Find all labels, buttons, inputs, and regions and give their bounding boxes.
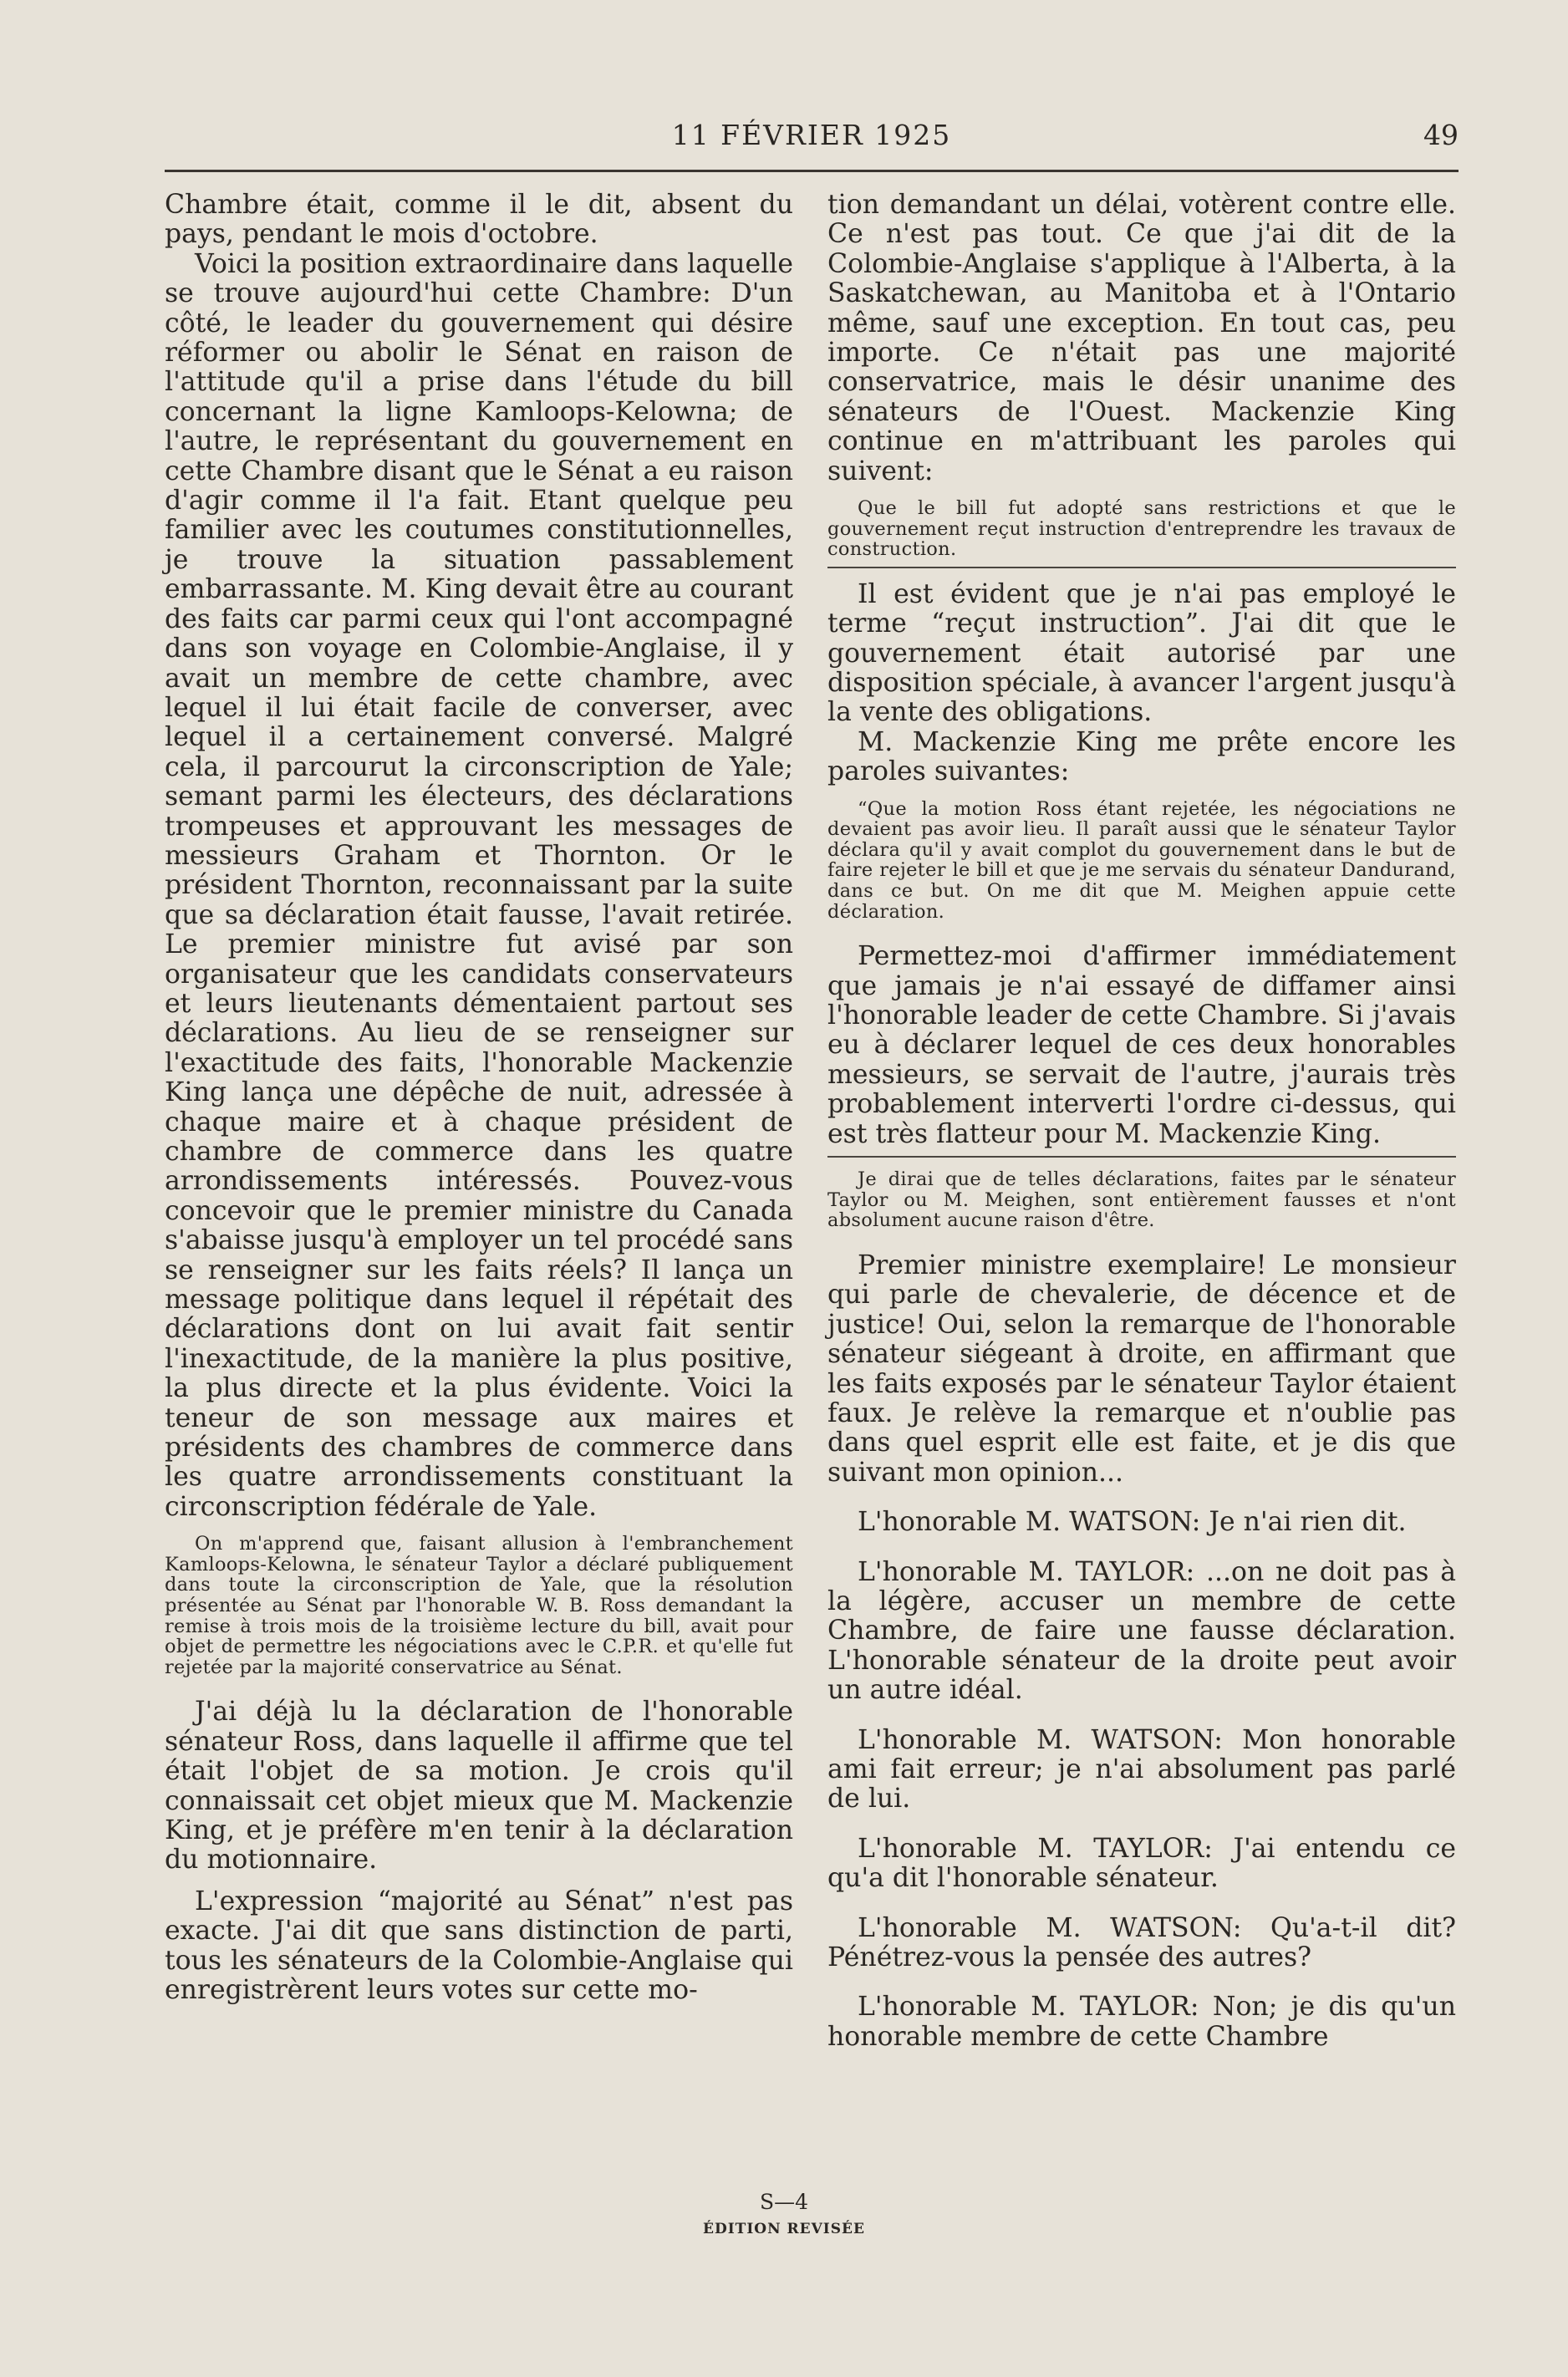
- divider: [827, 1156, 1456, 1158]
- paragraph: M. Mackenzie King me prête encore les paroles suivantes:: [827, 726, 1456, 787]
- header-date: 11 FÉVRIER 1925: [671, 119, 952, 151]
- page-header: [165, 119, 1459, 160]
- speaker-paragraph: L'honorable M. WATSON: Je n'ai rien dit.: [858, 1507, 1407, 1538]
- divider: [827, 567, 1456, 568]
- page-number: 49: [1423, 119, 1459, 151]
- speaker-paragraph: L'honorable M. TAYLOR: J'ai entendu ce qu'a dit l'honorable sénateur.: [827, 1833, 1456, 1894]
- left-column: [165, 191, 793, 2006]
- quoted-message: “Que la motion Ross étant rejetée, les négociations ne devaient pas avoir lieu. Il paraît aussi que le sénateur Taylor déclara qu'il y avait complot du gouvernement dans le but de faire rejeter le bill et que je me servais du sénateur Dandurand, dans ce but. On me dit que M. Meighen appuie cette déclaration.: [827, 797, 1456, 923]
- paragraph: Chambre était, comme il le dit, absent du pays, pendant le mois d'octobre.: [165, 190, 793, 250]
- paragraph: Voici la position extraordinaire dans laquelle se trouve aujourd'hui cette Chambre: D'un côté, le leader du gouvernement qui désire réformer ou abolir le Sénat en raison de l'attitude qu'il a prise dans l'étude du bill concernant la ligne Kamloops-Kelowna; de l'autre, le représentant du gouvernement en cette Chambre disant que le Sénat a eu raison d'agir comme il l'a fait. Etant quelque peu familier avec les coutumes constitutionnelles, je trouve la situation passablement embarrassante. M. King devait être au courant des faits car parmi ceux qui l'ont accompagné dans son voyage en Colombie-Anglaise, il y avait un membre de cette chambre, avec lequel il lui était facile de converser, avec lequel il a certainement conversé. Malgré cela, il parcourut la circonscription de Yale; semant parmi les électeurs, des déclarations trompeuses et approuvant les messages de messieurs Graham et Thornton. Or le président Thornton, reconnaissant par la suite que sa déclaration était fausse, l'avait retirée. Le premier ministre fut avisé par son organisateur que les candidats conservateurs et leurs lieutenants démentaient partout ses déclarations. Au lieu de se renseigner sur l'exactitude des faits, l'honorable Mackenzie King lança une dépêche de nuit, adressée à chaque maire et à chaque président de chambre de commerce dans les quatre arrondissements intéressés. Pouvez-vous concevoir que le premier ministre du Canada s'abaisse jusqu'à employer un tel procédé sans se renseigner sur les faits réels? Il lança un message politique dans lequel il répétait des déclarations dont on lui avait fait sentir l'inexactitude, de la manière la plus positive, la plus directe et la plus évidente. Voici la teneur de son message aux maires et présidents des chambres de commerce dans les quatre arrondissements constituant la circonscription fédérale de Yale.: [165, 248, 793, 1522]
- page-footer: [0, 2190, 1568, 2237]
- speaker-paragraph: L'honorable M. TAYLOR: Non; je dis qu'un honorable membre de cette Chambre: [827, 1992, 1456, 2052]
- speaker-paragraph: L'honorable M. WATSON: Qu'a-t-il dit? Pénétrez-vous la pensée des autres?: [827, 1912, 1456, 1972]
- edition-label: ÉDITION REVISÉE: [703, 2221, 865, 2237]
- signature-mark: S—4: [759, 2190, 809, 2214]
- paragraph: L'expression “majorité au Sénat” n'est pas exacte. J'ai dit que sans distinction de parti, tous les sénateurs de la Colombie-Anglaise qui enregistrèrent leurs votes sur cette mo-: [165, 1886, 793, 2006]
- speaker-paragraph: L'honorable M. TAYLOR: ...on ne doit pas à la légère, accuser un membre de cette Chambre, de faire une fausse déclaration. L'honorable sénateur de la droite peut avoir un autre idéal.: [827, 1556, 1456, 1706]
- paragraph: tion demandant un délai, votèrent contre elle. Ce n'est pas tout. Ce que j'ai dit de la Colombie-Anglaise s'applique à l'Alberta, à la Saskatchewan, au Manitoba et à l'Ontario même, sauf une exception. En tout cas, peu importe. Ce n'était pas une majorité conservatrice, mais le désir unanime des sénateurs de l'Ouest. Mackenzie King continue en m'attribuant les paroles qui suivent:: [827, 190, 1456, 486]
- paragraph: Premier ministre exemplaire! Le monsieur qui parle de chevalerie, de décence et de justice! Oui, selon la remarque de l'honorable sénateur siégeant à droite, en affirmant que les faits exposés par le sénateur Taylor étaient faux. Je relève la remarque et n'oublie pas dans quel esprit elle est faite, et je dis que suivant mon opinion...: [827, 1250, 1456, 1488]
- quoted-message: Que le bill fut adopté sans restrictions et que le gouvernement reçut instruction d'entreprendre les travaux de construction.: [827, 497, 1456, 561]
- header-rule: [165, 170, 1459, 172]
- quoted-message: Je dirai que de telles déclarations, faites par le sénateur Taylor ou M. Meighen, sont entièrement fausses et n'ont absolument aucune raison d'être.: [827, 1168, 1456, 1232]
- speaker-paragraph: L'honorable M. WATSON: Mon honorable ami fait erreur; je n'ai absolument pas parlé de lui.: [827, 1724, 1456, 1815]
- paragraph: J'ai déjà lu la déclaration de l'honorable sénateur Ross, dans laquelle il affirme que tel était l'objet de sa motion. Je crois qu'il connaissait cet objet mieux que M. Mackenzie King, et je préfère m'en tenir à la déclaration du motionnaire.: [165, 1697, 793, 1876]
- quoted-message: On m'apprend que, faisant allusion à l'embranchement Kamloops-Kelowna, le sénateur Taylor a déclaré publiquement dans toute la circonscription de Yale, que la résolution présentée au Sénat par l'honorable W. B. Ross demandant la remise à trois mois de la troisième lecture du bill, avait pour objet de permettre les négociations avec le C.P.R. et qu'elle fut rejetée par la majorité conservatrice au Sénat.: [165, 1533, 793, 1678]
- paragraph: Permettez-moi d'affirmer immédiatement que jamais je n'ai essayé de diffamer ainsi l'honorable leader de cette Chambre. Si j'avais eu à déclarer lequel de ces deux honorables messieurs, se servait de l'autre, j'aurais très probablement interverti l'ordre ci-dessus, qui est très flatteur pour M. Mackenzie King.: [827, 941, 1456, 1149]
- right-column: [827, 191, 1456, 2052]
- paragraph: Il est évident que je n'ai pas employé le terme “reçut instruction”. J'ai dit que le gouvernement était autorisé par une disposition spéciale, à avancer l'argent jusqu'à la vente des obligations.: [827, 578, 1456, 728]
